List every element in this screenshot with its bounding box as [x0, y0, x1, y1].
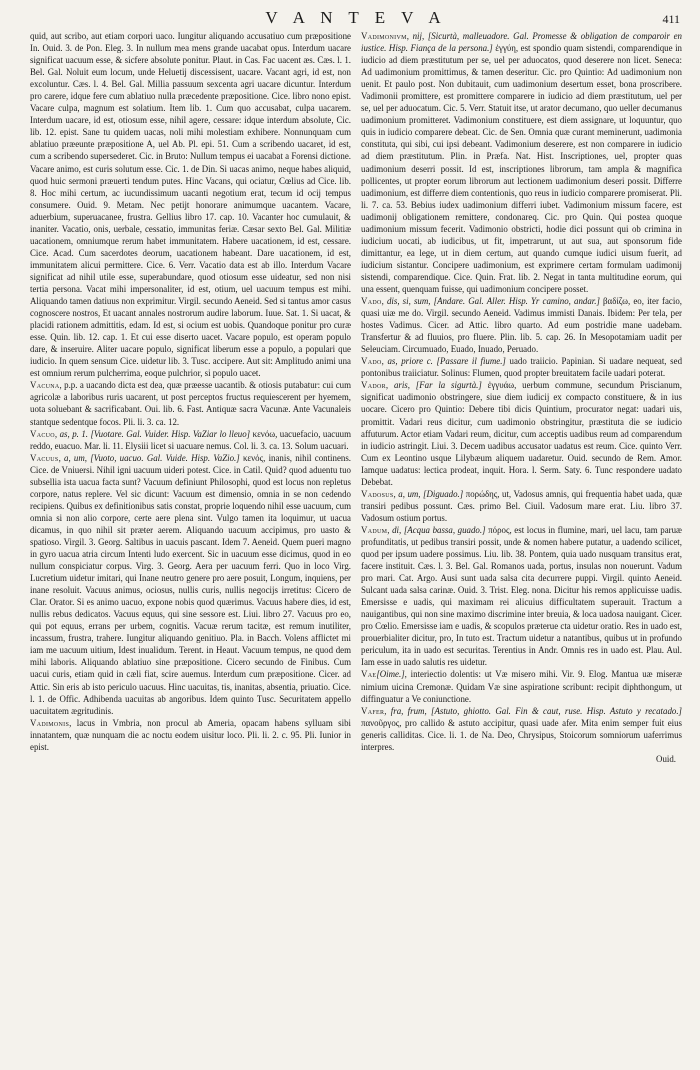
- page-number: 411: [662, 12, 680, 26]
- entry-text: , interiectio dolentis: ut Væ misero mihi. Vir. 9. Elog. Mantua uæ miseræ nimium uicina Cremonæ. Quidam Væ sine aspiratione scribunt: recipit diphthongum, ut diffinguatur a Ve coniunctione.: [361, 669, 682, 704]
- headword: Vacuo: [30, 428, 55, 439]
- running-head: [30, 8, 682, 30]
- entry-text: βαδίζω, eo, iter facio, quasi uiæ me do. Virgil. secundo Aeneid. Vadimus immisti Danais. Ibidem: Per tela, per hostes Vadimus. Cicer. ad Attic. libro quarto. Ad eum postridie mane uadebam. Transfertur & ad fluuios, pro fluere. Plin. lib. 5. cap. 26. In Mesopotamiam uadit per Seleuciam. Circumuado, Euado, Inuado, Peruado.: [361, 296, 682, 355]
- entry-text: πανοῦργος, pro callido & astuto accipitur, quasi uade afer. Mita enim semper fuit eius generis calliditas. Cice. li. 1. de Na. Deo, Chrysipus, Stoicorum somniorum uaferrimus interpres.: [361, 717, 682, 752]
- headword: Vadimonis: [30, 717, 70, 728]
- headword: Vafer: [361, 705, 385, 716]
- catchword: Ouid.: [656, 753, 676, 764]
- dictionary-entry: [361, 668, 682, 704]
- vernacular-gloss: , fra, frum, [Astuto, ghiotto. Gal. Fin & caut, ruse. Hisp. Astuto y recatado.]: [384, 705, 682, 716]
- dictionary-entry: [30, 452, 351, 717]
- running-title: V A N T E V A: [265, 8, 447, 27]
- dictionary-entry: [361, 355, 682, 379]
- headword: Vacuus: [30, 452, 59, 463]
- headword: Vador: [361, 380, 386, 391]
- entry-text: ἐγγυάω, uerbum commune, secundum Priscianum, significat uadimonio obstringere, siue diem iudicij ex compacto constituere, & in ius uocare. Cicero pro Quintio: Debere tibi dicis Quintium, procurator negat: uadari uis, promittit. Vadari reus dicitur, cum uadimonio obstringitur, præstituta die se iudicio affuturum. Actor etiam Vadari reum, dicitur, cum acceptis uadibus reum ad comparendum in iudicio astringit. Liui. 3. Decem uadibus accusator uadatus est reum. Cice. quinto Verr. Cum ex Leontino usque Lilybæum aliquem uadaretur. Ouid. secundo de Rem. Amor. Iamque uadatus: lectica prodeat, inquit. Hora. l. Serm. Saty. 6. Tunc respondere uadato Debebat.: [361, 380, 682, 487]
- entry-text: ἐγγύη, est spondio quam sistendi, comparendique in iudicio ad diem præstitutum per se, uel per aduocatos, quod deserere non licet. Seneca: Ad uadimonium promittimus, & tamen deseritur. Cic. pro Quintio: Ad uadimonium non uenit. Et paulo post. Non dubitauit, cum uadimonium desertum esset, bona proscribere. Vadimonii promittere, est promittere comparere in iudicio ad diem præstitutum, uel per se, uel per aduocatum. Cic. 5. Verr. Statuit itse, ut arator decumano, quo ueller decumanus uadimonium promitteret. Vadimonium constituere, est diem assignare, ut loquuntur, quo quis in iudicio comparere debeat. Cic. de Sen. Omnia quæ curant meminerunt, uadimonia constituta, qui sibi, cui ipsi debeant. Vadimonium deserere, est non comparere in iudicio ad diem præstitutum. Plin. in Præfa. Nat. Hist. Inscriptiones, uel, propter quas uadimonium deserri possit. Id est, inscriptiones librorum, tam ampla & magnifica pollicentes, ut propter eorum librorum aut lectionem uadimonium deseri possit. Differre uadimonium, est differre diem contentionis, quo reus in iudicio comparere promiserat. Pli. li. 7. ca. 53. Bebius iudex uadimonium differri iubet. Vadimonium missum facere, est uadimonij obligationem remittere, condonareq. Cic. pro Quin. Qui postea quoque uadimonium missum fecerit. Vadimonio obstricti, hodie dici possunt qui ob crimina in iudicium uocati, ab iudicibus, ut fit, impetrarunt, ut aut sua, aut sponsorum fide dimittantur, ea lege, ut in diem certum, aut quando cumque iudici uisum fuerit, ad iudicium sistantur. Concipere uadimonium, est exprimere certam formulam uadimonij sistendi, comparendique. Cice. Quin. Frat. lib. 2. Negat in tanta multitudine eorum, qui una essent, quenquam fuisse, qui uadimonium concipere posset.: [361, 43, 682, 294]
- entry-text: uado traiicio. Papinian. Si uadare nequeat, sed pontonibus traiiciatur. Solinus: Flumen, quod propter breuitatem facile uadari poterat.: [361, 356, 682, 379]
- entry-text: κενός, inanis, nihil continens. Cice. de Vniuersi. Nihil igni uacuum uideri potest. Cice. in Catil. Quid? quod aduentu tuo subsellia ista uacua facta sunt? Vacuum definiunt Philosophi, quod est locus non repletus corpore, natus replere. Vel sic dicunt: Vacuum est dimensio, omnia in se non cedendo recipiens. Quibus ex definitionibus satis constat, proprie loquendo nihil esse uacuum, cum omnia si non alio corpore, certe aere plena sint. Vulgo tamen ita loquimur, ut uacua dicamus, in quo nihil sit præter aerem. Aliquando uacuum accipimus, pro uasto & spatioso. Virgil. 3. Georg. Saltibus in uacuis pascant. Idem 7. Aeneid. Quem pueri magno in gyro uacua atria circum Intenti ludo exercent. Sic in uacuum esse dicimus, quod in eo nullum conspiciatur corpus. Virg. 3. Georg. Aera per uacuum ferri. Quo in loco Virg. Lucretium uidetur imitari, qui Inane neutro genere pro aere posuit, Longum, inquiens, per inane resoluit. Vacuus animus, ociosus, nullis curis, nullis negocijs irretitus: Cicero de Clar. Orator. Si es animo uacuo, expone nobis quod quærimus. Vacuus habere dies, id est, nullis rebus dedicatos. Vacuus equus, qui sine sessore est. Liui. libro 27. Vacuus pro eo, qui pot equus, errans per urbem, cognitis. Vacuæ rerum tacitæ, est remum inutiliter, incassum, frustra, trahere. Iungitur aliquando genitiuo. Pla. in Bacch. Volens afflictet mi iam me uacuum uitium, Idest inualidum. Terent. in Heaut. Vacuum tempus, ne quod dem mihi laboris. Aliquando ablatiuo sine præpositione. Cicero secundo de Finibus. Cum uacui curis, etiam quid in cæli fiat, scire auemus. Interdum cum præpositione. Cicer. ad Attic. Sin eris ab isto periculo uacuus. Hinc uacuitas, tis, inanitas, absentia, priuatio. Cice. l. 1. de Offic. Adhibenda uacuitas ab angoribus. Idem quinto Tusc. Securitatem appello uacuitatem ægritudinis.: [30, 452, 351, 716]
- vernacular-gloss: , di, [Acqua bassa, guado.]: [387, 524, 486, 535]
- vernacular-gloss: , a, um, [Diguado.]: [393, 488, 464, 499]
- vernacular-gloss: , nij, [Sicurtà, malleuadore. Gal. Promesse & obligation de comparoir en iustice. Hisp. Fiança de la persona.]: [361, 31, 682, 54]
- vernacular-gloss: , as, priore c. [Passare il fiume.]: [381, 356, 506, 367]
- vernacular-gloss: , aris, [Far la sigurtà.]: [385, 380, 482, 391]
- headword: Vadum: [361, 524, 388, 535]
- headword: Vado: [361, 296, 382, 307]
- dictionary-entry: [30, 428, 351, 452]
- dictionary-entry: [30, 379, 351, 427]
- entry-text: πορώδης, ut, Vadosus amnis, qui frequentia habet uada, quæ transiri pedibus possunt. Cæs. primo Bel. Ciuil. Vadosum mare erat. Liu. libro 37. Vadosum ostium portus.: [361, 488, 682, 523]
- dictionary-entry: [361, 379, 682, 487]
- dictionary-entry: [30, 30, 351, 379]
- headword: Vacuna: [30, 380, 60, 391]
- headword: Vadosus: [361, 488, 394, 499]
- vernacular-gloss: , dis, si, sum, [Andare. Gal. Aller. Hisp. Yr camino, andar.]: [381, 296, 600, 307]
- dictionary-entry: [30, 717, 351, 753]
- entry-text: , lacus in Vmbria, non procul ab Ameria, opacam habens sylluam sibi innatantem, quæ nunquam die ac noctu eodem uisitur loco. Pli. li. 2. c. 95. Pli. Iunior in epist.: [30, 717, 351, 752]
- entry-text: quid, aut scribo, aut etiam corpori uaco. Iungitur aliquando accusatiuo cum præpositione In. Ouid. 3. de Pon. Eleg. 3. In nullum mea mens grande uacabat opus. Interdum uacare significat uacuum esse, & sicfere absolute ponitur. Plaut. in Cas. Fac uacent æs. Cæs. l. 1. Bel. Gal. Noluit eum locum, unde Heluetij discessisent, uacare. Vacant agri, id est, non excoluntur. Cæs. l. 4. Bel. Gal. Millia passuum sexcenta agri uacare dicuntur. Interdum pro carere, idque fere cum ablatiuo nulla præcedente præpositione. Cice. libro nono epist. Vacare culpa, magnum est solatium. Item lib. 1. Cum quo accusabat, culpa uacarem. Interdum uacare, id est, otiosum esse, nihil agere, cessare: idque interdum absolute, Cic. lib. 12. epist. Sane tu quidem uacas, noli mihi molestiam exhibere. Nonnunquam cum ablatiuo præeunte præpositione A, uel Ab. Pl. epi. 51. Cum a scribendo uacaret, id est, cum a scribendo supersederet. Cic. in Bruto: Nullum tempus ei uacabat a Forensi dictione. Vacare animo, est curis solutum esse. Cic. 1. de Din. Si uacas animo, neque habes aliquid, quod huic sermoni præuerti tendum putes. Hinc Vacans, qui ociatur, Cœlius ad Cice. lib. 8. Hoc mihi certum, ac iucundissimum uacanti negotium erat, tecum id ocij tempus consumere. Ouid. 9. Metam. Nec petijt honorare animumque uacantem. Vacare, aduerbium, superuacanee, frustra. Gellius libro 17. cap. 10. Vacanter hoc cumulauit, & inaniter. Vacatio, onis, uerbale, cessatio, immunitas feriæ. Cæsar sexto Bel. Gal. Militiæ uacationem, omniumque rerum habet immunitatem. Habere uacationem, id est, cessare. Cice. Acad. Cum sacerdotes deorum, uacationem habeant. Dare uacationem, id est, immunitatem alicui permittere. Cice. 6. Verr. Vacatio data est ab illo. Interdum Vacare significat ad nihil utile esse, superabundare, quod otiosum esse uideatur, sed non nisi tertia persona. Vacat mihi impersonaliter, id est, otium, uel uacuum tempus est mihi. Aliquando tamen datiuus non exprimitur. Virgil. secundo Aeneid. Sed si tantus amor casus cognoscere nostros, Et uacant annales nostrorum audire laborum. Iuue. Sat. 1. Si uacat, & placidi rationem admittitis, edam. Id est, si ocium est uobis. Quandoque ponitur pro curæ esse. Quin. lib. 12. cap. 1. Et cui esse diserto uacet. Vacare populo, est operam populo dare, & inseruire. Aliter uacare populo, significat liberum esse a populo, a populari que iudicio. In quem sensum Cice. uidetur lib. 3. Tusc. accipere. Aut sit: Amplitudo animi una est omnium rerum pulcherrima, eoque pulchrior, si populo uacet.: [30, 31, 351, 379]
- entry-text: κενόω, uacuefacio, uacuum reddo, euacuo. Mar. li. 11. Elysiii licet si uacuare nemus. Col. li. 3. ca. 13. Solum uacuari.: [30, 428, 351, 451]
- dictionary-entry: [361, 295, 682, 355]
- headword: Vadimonivm: [361, 31, 407, 41]
- headword: Vado: [361, 356, 382, 367]
- dictionary-entry: [361, 524, 682, 669]
- dictionary-entry: [361, 488, 682, 524]
- right-column: [361, 30, 682, 1060]
- dictionary-entry: [361, 30, 682, 295]
- vernacular-gloss: , a, um, [Vuoto, uacuo. Gal. Vuide. Hisp. VaZio.]: [58, 452, 240, 463]
- entry-text: , p.p. a uacando dicta est dea, quæ præesse uacantib. & otiosis putabatur: cui cum agricolæ a laboribus ruris uacarent, ut post perceptos fructus requiescerent per hyemem, uota soluebant & sacrificabant. Oui. lib. 6. Fast. Antiquæ sacra Vacunæ. Ante Vacunaleis stantque sedentque focos. Pli. li. 3. ca. 12.: [30, 380, 351, 427]
- headword: Vae: [361, 669, 377, 680]
- text-columns: [30, 30, 682, 1060]
- dictionary-entry: [361, 705, 682, 753]
- vernacular-gloss: , as, p. 1. [Vuotare. Gal. Vuider. Hisp. VaZiar lo lleuo]: [54, 428, 251, 439]
- entry-text: πόρος, est locus in flumine, mari, uel lacu, tam paruæ profunditatis, ut pedibus transiri possit, unde & nomen habere putatur, a uadendo scilicet, quod per ipsum uadere possimus. Liu. lib. 38. Pontem, quia uado nusquam transitus erat, facere instituit. Cæs. l. 3. Bel. Gal. Romanos uada, portus, insulas non nouerunt. Vadum pro mari. Cat. Argo. Ausi sunt uada salsa cita decurrere puppi. Virgil. quinto Aeneid. Sulcant uada salsa carinæ. Ouid. 3. Trist. Eleg. nona. Dicitur his remos applicuisse uadis. Emersisse e uadis, qui maximam rei alicuius difficultatem superauit. Tractum a nauigantibus, qui non sine maximo discrimine inter breuia, & loca uadosa nauigant. Cicer. pro Cœlio. Emersisse iam e uadis, & scopulos præterue cta uidetur oratio. Res in uado est, prouerbialiter dicitur, pro, In tuto est. Tractum uidetur a natantibus, quibus ut in profundo periculum, ita in uado est securitas. Terentius in Andr. Omnis res in uado est. Plau. Aul. Iam esse in uado salutis res uidetur.: [361, 524, 682, 668]
- vernacular-gloss: [Oime.]: [376, 669, 405, 680]
- left-column: [30, 30, 351, 1060]
